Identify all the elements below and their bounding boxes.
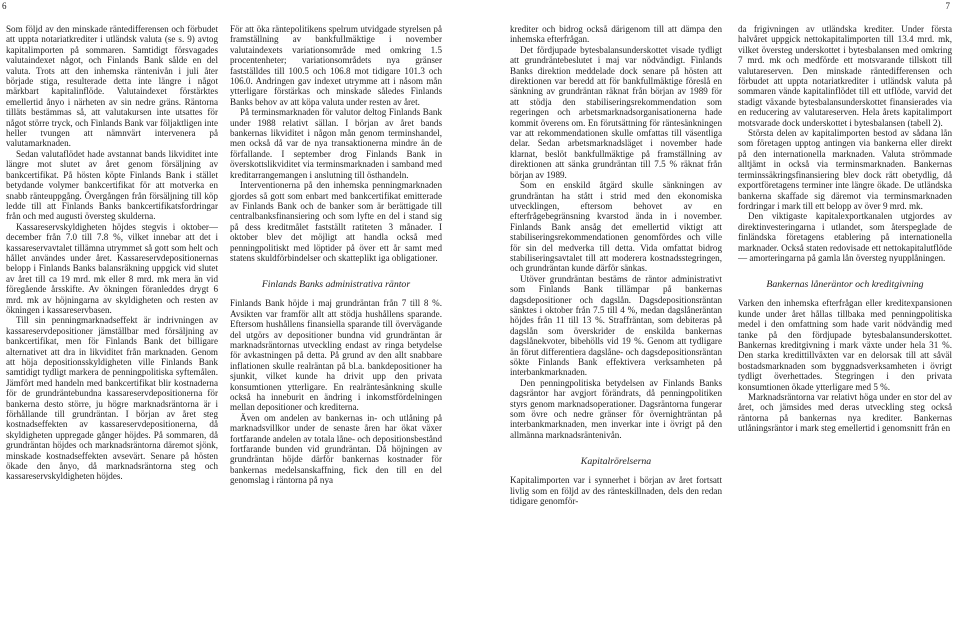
text-column-4 (738, 24, 952, 628)
paragraph: För att öka räntepolitikens spelrum utvidgade styrelsen på framställning av bankfullmäktige i november valutaindexets variationsområde med omkring 1.5 procentenheter; variationsområdets nya gränser fastställdes till 100.5 och 106.8 mot tidigare 101.3 och 106.0. Andringen gav indexet utrymme att i nåsom mån ytterligare förstärkas och minskade således Finlands Banks behov av att köpa valuta under resten av året. (230, 24, 442, 107)
paragraph: krediter och bidrog också därigenom till att dämpa den inhemska efterfrågan. (510, 24, 722, 45)
paragraph: Det fördjupade bytesbalansunderskottet visade tydligt att grundräntebeslutet i maj var nödvändigt. Finlands Banks direktion meddelade dock senare på hösten att direktionen var beredd att för bankfullmäktige föreslå en sänkning av grundräntan räknat från början av 1989 för att stödja den stabiliseringsrekommendation som regeringen och arbetsmarknadsorganisationerna hade kommit överens om. En förutsättning för räntesänkningen var att rekommendationen skulle omfattas till väsentliga delar. Sedan arbetsmarknadsläget i november hade klarnat, beslöt bankfullmäktige på framställning av direktionen att sänka grundräntan till 7.5 % räknat från början av 1989. (510, 44, 722, 180)
paragraph: Interventionerna på den inhemska penningmarknaden gjordes så gott som enbart med bankcertifikat emitterade av Finlands Bank och de banker som är berättigade till centralbanksfinansiering och som lyfte en del i stand sig på dess kreditmålet fastställt ratiteten 3 månader. I oktober blev det möjligt att handla också med penningpolitiskt med löptider på över ett år samt med statens skuldförbindelser och skatteplikt iga obligationer. (230, 180, 442, 263)
paragraph: Sedan valutaflödet hade avstannat bands likviditet inte längre mot slutet av året genom försäljning av bankcertifikat. På hösten köpte Finlands Bank i stället betydande volymer bankcertifikat för att motverka en snabb ränteuppgång. Övergången från försäljning till köp ledde till att Finlands Banks bankcertifikatsfordringar från och med augusti översteg skulderna. (6, 148, 218, 222)
paragraph: Till sin penningmarknadseffekt är indrivningen av kassareservdepositioner jämställbar med försäljning av bankcertifikat, men för Finlands Bank det billigare alternativet att dra in likviditet från marknaden. Genom att höja depositionsskyldigheten ville Finlands Bank samtidigt tydligt markera de penningpolitiska syftemålen. Jämfört med handeln med bankcertifikat blir kostnaderna för de grundräntebundna kassareservdepositionerna för bankerna desto större, ju högre marknadsräntorna är i förhållande till grundräntan. I början av året steg kostnadseffekten av kassareservdepositionerna, då skyldigheten uppregade gånger höjdes. På sommaren, då grundräntan höjdes och marknadsräntorna däremot sjönk, minskade kostnadseffekten avsevärt. Senare på hösten ökade den ånyo, då marknadsräntorna steg och kassareservskyldigheten höjdes. (6, 315, 218, 482)
paragraph: Den viktigaste kapitalexportkanalen utgjordes av direktinvesteringarna i utlandet, som återspeglade de finländska företagens etablering på internationella marknader. Också staten redovisade ett nettokapitalutflöde — amorteringarna på gamla lån översteg nyupplåningen. (738, 211, 952, 263)
paragraph: Utöver grundräntan bestäms de räntor administrativt som Finlands Bank tillämpar på bankernas dagsdepositioner och dagslån. Dagsdepositionsräntan sänktes i oktober från 7.5 till 4 %, medan dagslåneräntan höjdes från 11 till 13 %. Straffräntan, som debiteras på dagslån som överskrider de enskilda bankernas dagslånekvoter, bibehölls vid 19 %. Genom att tydligare än förut differentiera dagslåne- och dagsdepositionsräntan sökte Finlands Bank effektivera verksamheten på interbankmarknaden. (510, 273, 722, 378)
paragraph: Varken den inhemska efterfrågan eller kreditexpansionen kunde under året hållas tillbaka med penningpolitiska medel i den omfattning som hade varit nödvändig med tanke på den fördjupade bytesbalansunderskottet. Bankernas kreditgivning i mark växte under hela 31 %. Den starka kredittillväxten var en delorsak till att såväl bostadsmarknaden som byggnadsverksamheten i övrigt tydligt överhettades. Stegringen i den privata konsumtionen ökade ytterligare med 5 %. (738, 298, 952, 392)
section-heading: Kapitalrörelserna (580, 456, 652, 468)
page-number-left: 6 (2, 1, 7, 11)
text-column-3 (510, 24, 722, 628)
page-number-right: 7 (945, 1, 950, 11)
section-heading: Bankernas låneräntor och kreditgivning (766, 279, 924, 291)
paragraph: Marknadsräntorna var relativt höga under en stor del av året, och jämsides med deras utveckling steg också räntorna på bankernas nya krediter. Bankernas utlåningsräntor i mark steg emellertid i genomsnitt från en (738, 392, 952, 434)
paragraph: Som en enskild åtgärd skulle sänkningen av grundräntan ha stått i strid med den ekonomiska utvecklingen, eftersom behovet av en efterfrågebegränsning kvarstod ända in i november. Finlands Bank ansåg det emellertid viktigt att stabiliseringsrekommendationen genomfördes och ville för sin del medverka till detta. Vida omfattat bidrog stabiliseringsavtalet till att moderera kostnadsstegringen, och grundräntan kunde därför sänkas. (510, 180, 722, 274)
text-column-2 (230, 24, 442, 628)
text-column-1 (6, 24, 218, 628)
paragraph: Kassareservskyldigheten höjdes stegvis i oktober—december från 7.0 till 7.8 %, vilket innebar att det i kassareservavtalet tillämna utrymmet så gott som helt och hållet användes under året. Kassareservdepositionernas belopp i Finlands Banks balansräkning uppgick vid slutet av året till ca 19 mrd. mk eller 8 mrd. mk mera än vid föregående årsskifte. Av ökningen föranleddes drygt 6 mrd. mk av höjningarna av skyldigheten och resten av ökningen i kassareservbasen. (6, 221, 218, 315)
paragraph: Den penningpolitiska betydelsen av Finlands Banks dagsräntor har avgjort förändrats, då penningpolitiken styrs genom marknadsoperationer. Dagsräntorna fungerar som övre och nedre gränser för övernighträntan på interbankmarknaden, men inverkar inte i övrigt på den allmänna marknadsräntenivån. (510, 377, 722, 440)
paragraph: Även om andelen av bankernas in- och utlåning på marknadsvillkor under de senaste åren har ökat växer fortfarande andelen av totala låne- och depositionsbestånd fortfarande bunden vid grundräntan. Då höjningen av grundräntan höjde därför bankernas kostnader för bankernas medelsanskaffning, fick den till en del genomslag i räntorna på nya (230, 412, 442, 486)
paragraph: Finlands Bank höjde i maj grundräntan från 7 till 8 %. Avsikten var framför allt att stödja hushållens sparande. Eftersom hushållens finansiella sparande till övervägande del utgörs av depositioner bundna vid grundräntan är marknadsräntornas utveckling endast av ringa betydelse för avkastningen på detta. På grund av den allt snabbare inflationen skulle realräntan på bl.a. bankdepositioner ha sjunkit, vilket kunde ha drivit upp den privata konsumtionen ytterligare. En realräntesänkning skulle också ha inneburit en ändring i inkomstfördelningen mellan depositioner och krediterna. (230, 298, 442, 413)
section-heading: Finlands Banks administrativa räntor (261, 279, 411, 291)
paragraph: Största delen av kapitalimporten bestod av sådana lån som företagen upptog antingen via bankerna eller direkt på den internationella marknaden. Valuta strömmade alltjämt in också via terminsmarknaden. Bankernas terminssäkringsfinansiering blev dock rätt obetydlig, då exportföretagens terminer inte längre ökade. De utländska bankerna skaffade sig däremot via terminsmarknaden fordringar i mark till ett belopp av över 9 mrd. mk. (738, 128, 952, 211)
paragraph: da frigivningen av utländska krediter. Under första halvåret uppgick nettokapitalimporten till 13.4 mrd. mk, vilket översteg underskottet i bytesbalansen med omkring 7 mrd. mk och medförde ett motsvarande tillskott till valutareserven. Den minskade räntedifferensen och förbudet att uppta notariatkrediter i utländsk valuta på sommaren vände kapitalinflödet till ett utflöde, varvid det stadigt växande bytesbalansunderskottet finansierades via en reducering av valutareserven. Hela årets kapitalimport motsvarade dock underskottet i bytesbalansen (tabell 2). (738, 24, 952, 128)
paragraph: På terminsmarknaden för valutor deltog Finlands Bank under 1988 relativt sällan. I början av året bands bankernas likviditet i någon mån genom terminshandel, men också då var de nya transaktionerna mindre än de förfallande. I september drog Finlands Bank in överskottslikviditet via terminsmarknaden i samband med kreditarrangemangen i anslutning till östhandeln. (230, 107, 442, 180)
paragraph: Som följd av den minskade räntedifferensen och förbudet att uppta notariatkrediter i utländsk valuta (se s. 9) avtog kapitalimporten på sommaren. Samtidigt försvagades valutaindexet något, och Finlands Bank sålde en del valuta. Trots att den inhemska räntenivån i juli åter började stiga, resulterade detta inte längre i något märkbart kapitalinflöde. Valutaindexet förstärktes emellertid ånyo i närheten av sin nedre gräns. Räntorna tilläts bestämmas så, att valutakursen inte utsattes för något större tryck, och Finlands Bank var följaktligen inte heller tvungen att nämnvärt intervenera på valutamarknaden. (6, 24, 218, 149)
paragraph: Kapitalimporten var i synnerhet i början av året fortsatt livlig som en följd av des ränteskillnaden, dels den redan tidigare genomför- (510, 475, 722, 507)
